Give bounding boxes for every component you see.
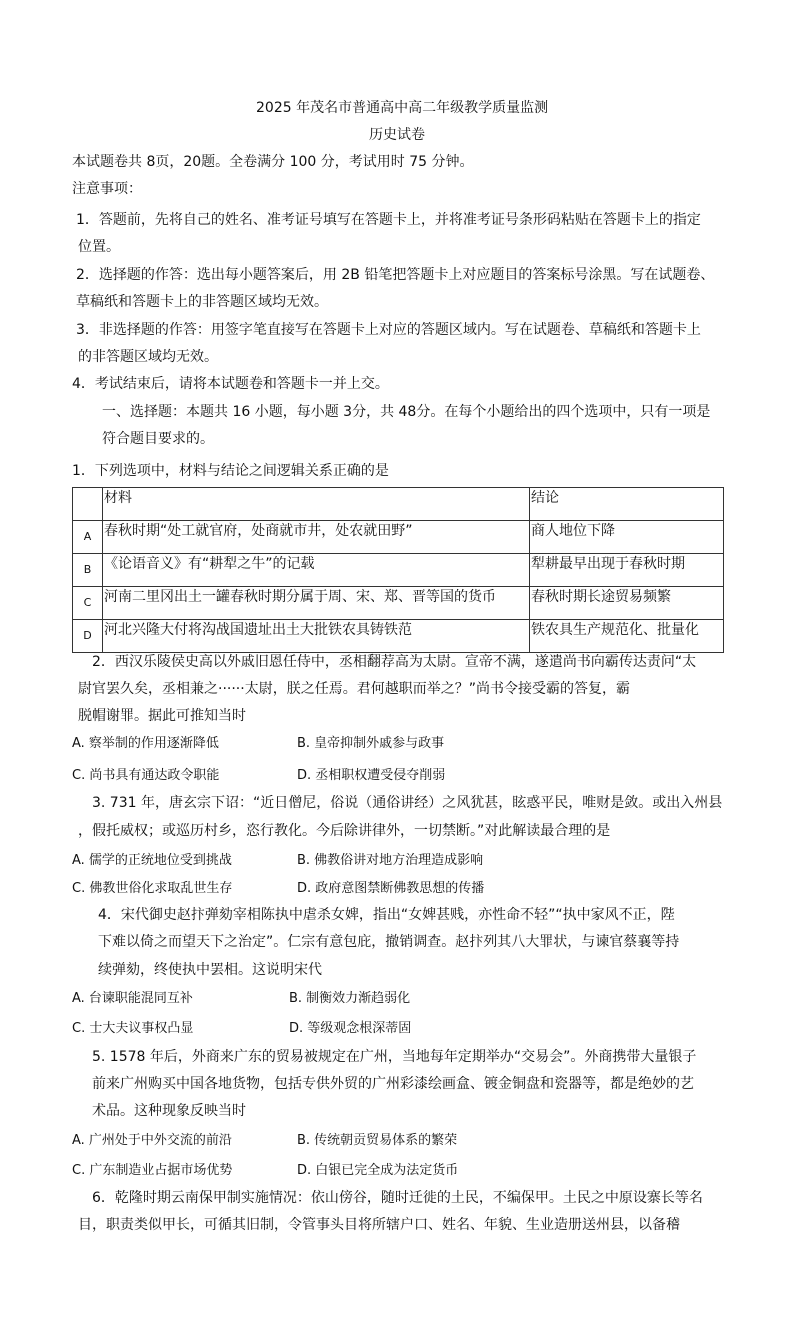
question-2-line-2: 尉官罢久矣，丞相兼之······太尉，朕之任焉。君何越职而举之？”尚书令接受霸的答复，霸	[78, 681, 630, 697]
question-5-option-b: B. 传统朝贡贸易体系的繁荣	[297, 1133, 458, 1148]
table-header-cell	[73, 488, 103, 521]
table-row	[73, 620, 724, 653]
question-4-option-c: C. 士大夫议事权凸显	[72, 1021, 194, 1036]
row-label: D	[73, 620, 103, 653]
question-1-table	[72, 487, 724, 653]
question-5-line-3: 术品。这种现象反映当时	[92, 1103, 246, 1119]
notes-title: 注意事项：	[72, 181, 142, 197]
row-conclusion: 春秋时期长途贸易频繁	[530, 587, 724, 620]
question-4-option-a: A. 台谏职能混同互补	[72, 991, 193, 1006]
row-label: C	[73, 587, 103, 620]
question-3-option-d: D. 政府意图禁断佛教思想的传播	[297, 881, 485, 896]
table-header-cell: 结论	[530, 488, 724, 521]
row-conclusion: 商人地位下降	[530, 521, 724, 554]
row-material: 河北兴隆大付将沟战国遗址出土大批铁农具铸铁范	[103, 620, 530, 653]
table-row	[73, 587, 724, 620]
question-4-option-d: D. 等级观念根深蒂固	[289, 1021, 412, 1036]
table-header-row	[73, 488, 724, 521]
question-3-line-1: 3. 731 年，唐玄宗下诏：“近日僧尼，俗说（通俗讲经）之风犹甚，眩惑平民，唯财是敛。或出入州县	[92, 795, 723, 811]
question-2-line-3: 脱帽谢罪。据此可推知当时	[78, 708, 246, 724]
question-2-option-c: C. 尚书具有通达政令职能	[72, 768, 220, 783]
question-5-option-d: D. 白银已完全成为法定货币	[297, 1163, 459, 1178]
question-2-option-a: A. 察举制的作用逐渐降低	[72, 736, 219, 751]
note-1-line-1: 1．答题前，先将自己的姓名、准考证号填写在答题卡上，并将准考证号条形码粘贴在答题卡上的指定	[76, 212, 701, 228]
row-label: A	[73, 521, 103, 554]
question-5-line-2: 前来广州购买中国各地货物，包括专供外贸的广州彩漆绘画盒、镀金铜盘和瓷器等，都是绝妙的艺	[92, 1076, 694, 1092]
row-conclusion: 铁农具生产规范化、批量化	[530, 620, 724, 653]
note-4-line-1: 4．考试结束后，请将本试题卷和答题卡一并上交。	[72, 376, 389, 392]
question-2-line-1: 2．西汉乐陵侯史高以外戚旧恩任侍中，丞相翻荐高为太尉。宣帝不满，遂遣尚书向霸传达责问“太	[92, 654, 697, 670]
question-3-option-c: C. 佛教世俗化求取乱世生存	[72, 881, 233, 896]
row-conclusion: 犁耕最早出现于春秋时期	[530, 554, 724, 587]
row-material: 河南二里冈出土一罐春秋时期分属于周、宋、郑、晋等国的货币	[103, 587, 530, 620]
table-row	[73, 554, 724, 587]
exam-intro: 本试题卷共 8页，20题。全卷满分 100 分，考试用时 75 分钟。	[72, 154, 474, 170]
note-2-line-1: 2．选择题的作答：选出每小题答案后，用 2B 铅笔把答题卡上对应题目的答案标号涂黑。写在试题卷、	[76, 267, 715, 283]
question-3-option-a: A. 儒学的正统地位受到挑战	[72, 853, 232, 868]
section-1-line-2: 符合题目要求的。	[102, 431, 214, 447]
question-4-line-3: 续弹劾，终使执中罢相。这说明宋代	[98, 962, 322, 978]
question-1-stem: 1．下列选项中，材料与结论之间逻辑关系正确的是	[72, 463, 389, 479]
row-material: 春秋时期“处工就官府，处商就市井，处农就田野”	[103, 521, 530, 554]
question-4-option-b: B. 制衡效力渐趋弱化	[289, 991, 411, 1006]
table-header-cell: 材料	[103, 488, 530, 521]
question-4-line-1: 4．宋代御史赵抃弹劾宰相陈执中虐杀女婢，指出“女婢甚贱，亦性命不轻”“执中家风不正，陛	[98, 907, 675, 923]
note-2-line-2: 草稿纸和答题卡上的非答题区域均无效。	[76, 294, 328, 310]
question-3-line-2: ，假托威权；或巡历村乡，恣行教化。今后除讲律外，一切禁断。”对此解读最合理的是	[78, 823, 611, 839]
table-row	[73, 521, 724, 554]
note-3-line-2: 的非答题区域均无效。	[78, 349, 218, 365]
question-5-line-1: 5. 1578 年后，外商来广东的贸易被规定在广州，当地每年定期举办“交易会”。外商携带大量银子	[92, 1049, 697, 1065]
question-3-option-b: B. 佛教俗讲对地方治理造成影响	[297, 853, 484, 868]
section-1-line-1: 一、选择题：本题共 16 小题，每小题 3分，共 48分。在每个小题给出的四个选项中，只有一项是	[102, 404, 711, 420]
note-3-line-1: 3．非选择题的作答：用签字笔直接写在答题卡上对应的答题区域内。写在试题卷、草稿纸和答题卡上	[76, 322, 701, 338]
exam-subject: 历史试卷	[369, 127, 425, 143]
question-6-line-2: 目，职责类似甲长，可循其旧制，令管事头目将所辖户口、姓名、年貌、生业造册送州县，以备稽	[78, 1217, 680, 1233]
question-5-option-a: A. 广州处于中外交流的前沿	[72, 1133, 232, 1148]
exam-title: 2025 年茂名市普通高中高二年级教学质量监测	[256, 100, 549, 116]
question-5-option-c: C. 广东制造业占据市场优势	[72, 1163, 233, 1178]
question-6-line-1: 6．乾隆时期云南保甲制实施情况：依山傍谷，随时迁徙的土民，不编保甲。土民之中原设寨长等名	[92, 1190, 703, 1206]
question-2-option-b: B. 皇帝抑制外戚参与政事	[297, 736, 445, 751]
question-4-line-2: 下难以倚之而望天下之治定”。仁宗有意包庇，撤销调查。赵抃列其八大罪状，与谏官蔡襄等持	[98, 934, 680, 950]
question-2-option-d: D. 丞相职权遭受侵夺削弱	[297, 768, 446, 783]
note-1-line-2: 位置。	[78, 239, 120, 255]
row-material: 《论语音义》有“耕犁之牛”的记载	[103, 554, 530, 587]
row-label: B	[73, 554, 103, 587]
